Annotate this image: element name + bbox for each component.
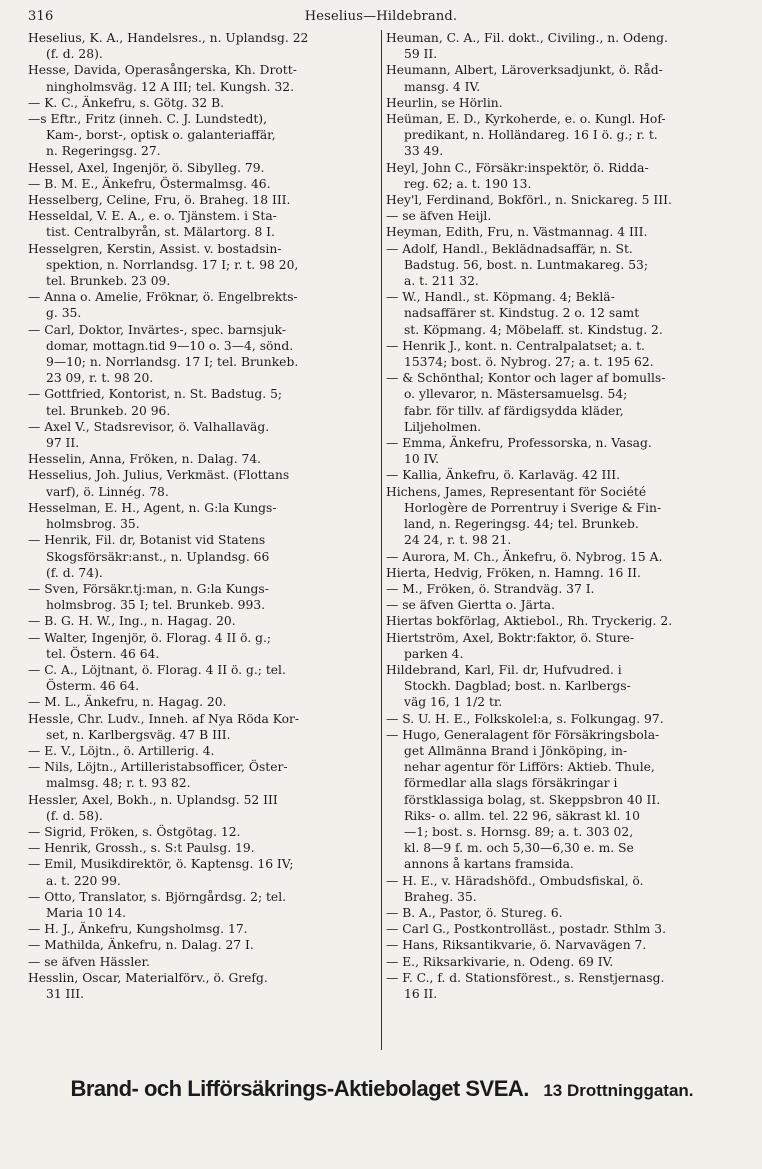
entry-continuation-line: 9—10; n. Norrlandsg. 17 I; tel. Brunkeb. <box>46 355 299 370</box>
entry-continuation-line: ningholmsväg. 12 A III; tel. Kungsh. 32. <box>46 79 295 94</box>
directory-entry-line: — Henrik J., kont. n. Centralpalatset; a. t. <box>386 338 645 353</box>
directory-entry-line: — & Schönthal; Kontor och lager af bomulls- <box>386 371 666 386</box>
entry-continuation-line: —1; bost. s. Hornsg. 89; a. t. 303 02, <box>404 824 634 839</box>
directory-entry-line: Heuman, C. A., Fil. dokt., Civiling., n. Odeng. <box>386 31 668 45</box>
directory-entry-line: — Emma, Änkefru, Professorska, n. Vasag. <box>386 436 652 451</box>
entry-continuation-line: get Allmänna Brand i Jönköping, in- <box>404 743 628 758</box>
entry-continuation-line: Skogsförsäkr:anst., n. Uplandsg. 66 <box>46 549 270 564</box>
entry-continuation-line: Maria 10 14. <box>46 905 127 920</box>
entry-continuation-line: 59 II. <box>404 47 438 62</box>
entry-continuation-line: holmsbrog. 35. <box>46 517 140 532</box>
directory-entry-line: Hesselius, Joh. Julius, Verkmäst. (Flottans <box>28 468 290 483</box>
directory-entry-line: — Adolf, Handl., Beklädnadsaffär, n. St. <box>386 241 633 256</box>
ad-company-name: Brand- och Lifförsäkrings-Aktiebolaget SVEA. <box>70 1076 529 1101</box>
directory-entry-line: Hichens, James, Representant för Société <box>386 484 647 499</box>
entry-continuation-line: Liljeholmen. <box>404 419 482 434</box>
entry-continuation-line: Horlogère de Porrentruy i Sverige & Fin- <box>404 500 662 515</box>
directory-entry-line: Heüman, E. D., Kyrkoherde, e. o. Kungl. Hof- <box>386 112 666 127</box>
directory-entry-line: Heselius, K. A., Handelsres., n. Uplandsg. 22 <box>28 31 309 45</box>
directory-entry-line: — Emil, Musikdirektör, ö. Kaptensg. 16 IV; <box>28 857 294 872</box>
entry-continuation-line: 24 24, r. t. 98 21. <box>404 533 512 548</box>
directory-entry-line: — Axel V., Stadsrevisor, ö. Valhallaväg. <box>28 419 270 434</box>
entry-continuation-line: väg 16, 1 1/2 tr. <box>404 695 503 710</box>
entry-continuation-line: a. t. 220 99. <box>46 873 121 888</box>
entry-continuation-line: malmsg. 48; r. t. 93 82. <box>46 776 191 791</box>
entry-continuation-line: nadsaffärer st. Kindstug. 2 o. 12 samt <box>404 306 640 321</box>
directory-columns <box>28 30 736 1050</box>
directory-entry-line: Hesslin, Oscar, Materialförv., ö. Grefg. <box>28 970 268 985</box>
directory-entry-line: Hiertas bokförlag, Aktiebol., Rh. Tryckerig. 2. <box>386 614 673 629</box>
directory-entry-line: Hesseldal, V. E. A., e. o. Tjänstem. i Sta- <box>28 209 277 224</box>
entry-continuation-line: domar, mottagn.tid 9—10 o. 3—4, sönd. <box>46 338 294 353</box>
entry-continuation-line: varf), ö. Linnég. 78. <box>46 484 169 499</box>
directory-entry-line: — S. U. H. E., Folkskolel:a, s. Folkungag. 97. <box>386 711 664 726</box>
directory-entry-line: — E., Riksarkivarie, n. Odeng. 69 IV. <box>386 954 614 969</box>
directory-entry-line: — M. L., Änkefru, n. Hagag. 20. <box>28 695 227 710</box>
entry-continuation-line: (f. d. 74). <box>46 565 103 580</box>
entry-continuation-line: reg. 62; a. t. 190 13. <box>404 176 532 191</box>
entry-continuation-line: Stockh. Dagblad; bost. n. Karlbergs- <box>404 679 631 694</box>
page-header <box>28 9 734 29</box>
entry-continuation-line: 16 II. <box>404 986 438 1001</box>
directory-entry-line: — B. G. H. W., Ing., n. Hagag. 20. <box>28 614 236 629</box>
entry-continuation-line: (f. d. 58). <box>46 808 103 823</box>
entry-continuation-line: holmsbrog. 35 I; tel. Brunkeb. 993. <box>46 598 266 613</box>
directory-entry-line: — Carl G., Postkontrolläst., postadr. Sthlm 3. <box>386 922 666 937</box>
entry-continuation-line: 97 II. <box>46 436 80 451</box>
directory-entry-line: — Hugo, Generalagent för Försäkringsbola- <box>386 727 660 742</box>
directory-entry-line: Hesselgren, Kerstin, Assist. v. bostadsin- <box>28 241 282 256</box>
entry-continuation-line: o. yllevaror, n. Mästersamuelsg. 54; <box>404 387 628 402</box>
entry-continuation-line: 33 49. <box>404 144 444 159</box>
directory-entry-line: — Sigrid, Fröken, s. Östgötag. 12. <box>28 824 241 839</box>
directory-entry-line: — Aurora, M. Ch., Änkefru, ö. Nybrog. 15 A. <box>386 549 663 564</box>
directory-entry-line: — Carl, Doktor, Invärtes-, spec. barnsjuk- <box>28 322 287 337</box>
directory-entry-line: Hessle, Chr. Ludv., Inneh. af Nya Röda Kor- <box>28 711 300 726</box>
directory-entry-line: — se äfven Hässler. <box>28 954 150 969</box>
entry-continuation-line: förmedlar alla slags försäkringar i <box>404 776 618 791</box>
directory-entry-line: Hessel, Axel, Ingenjör, ö. Sibylleg. 79. <box>28 160 265 175</box>
directory-entry-line: — Hans, Riksantikvarie, ö. Narvavägen 7. <box>386 938 647 953</box>
directory-entry-line: Hey'l, Ferdinand, Bokförl., n. Snickareg. 5 III. <box>386 193 672 208</box>
directory-entry-line: — Gottfried, Kontorist, n. St. Badstug. 5; <box>28 387 283 402</box>
directory-entry-line: Hildebrand, Karl, Fil. dr, Hufvudred. i <box>386 662 622 677</box>
directory-entry-line: — K. C., Änkefru, s. Götg. 32 B. <box>28 95 225 110</box>
ad-address: 13 Drottninggatan. <box>543 1081 694 1100</box>
entry-continuation-line: 10 IV. <box>404 452 440 467</box>
directory-entry-line: —s Eftr., Fritz (inneh. C. J. Lundstedt), <box>28 112 268 127</box>
entry-continuation-line: annons å kartans framsida. <box>404 857 574 872</box>
directory-entry-line: — Henrik, Fil. dr, Botanist vid Statens <box>28 533 266 548</box>
directory-entry-line: Hesse, Davida, Operasångerska, Kh. Drott- <box>28 63 297 78</box>
entry-continuation-line: tist. Centralbyrån, st. Mälartorg. 8 I. <box>46 225 275 240</box>
entry-continuation-line: Kam-, borst-, optisk o. galanteriaffär, <box>46 128 276 143</box>
directory-entry-line: — C. A., Löjtnant, ö. Florag. 4 II ö. g.; tel. <box>28 662 286 677</box>
entry-continuation-line: set, n. Karlbergsväg. 47 B III. <box>46 727 231 742</box>
directory-entry-line: — Nils, Löjtn., Artilleristabsofficer, Öster- <box>28 760 288 775</box>
entry-continuation-line: g. 35. <box>46 306 82 321</box>
entry-continuation-line: förstklassiga bolag, st. Skeppsbron 40 II. <box>404 792 661 807</box>
directory-entry-line: Hesselberg, Celine, Fru, ö. Braheg. 18 III. <box>28 193 291 208</box>
entry-continuation-line: tel. Östern. 46 64. <box>46 646 160 661</box>
entry-continuation-line: a. t. 211 32. <box>404 274 479 289</box>
entry-continuation-line: Braheg. 35. <box>404 889 477 904</box>
directory-entry-line: Heurlin, se Hörlin. <box>386 95 503 110</box>
directory-entry-line: Heumann, Albert, Läroverksadjunkt, ö. Råd- <box>386 63 663 78</box>
directory-entry-line: Hesselman, E. H., Agent, n. G:la Kungs- <box>28 500 277 515</box>
directory-entry-line: — E. V., Löjtn., ö. Artillerig. 4. <box>28 743 215 758</box>
directory-entry-line: — Walter, Ingenjör, ö. Florag. 4 II ö. g.; <box>28 630 272 645</box>
entry-continuation-line: Riks- o. allm. tel. 22 96, säkrast kl. 10 <box>404 808 641 823</box>
entry-continuation-line: land, n. Regeringsg. 44; tel. Brunkeb. <box>404 517 639 532</box>
directory-entry-line: — M., Fröken, ö. Strandväg. 37 I. <box>386 581 595 596</box>
directory-entry-line: — Anna o. Amelie, Fröknar, ö. Engelbrekts- <box>28 290 298 305</box>
directory-entry-line: Hessler, Axel, Bokh., n. Uplandsg. 52 III <box>28 792 278 807</box>
directory-entry-line: — Otto, Translator, s. Björngårdsg. 2; tel. <box>28 889 287 904</box>
footer-advertisement <box>28 1076 736 1102</box>
entry-continuation-line: 23 09, r. t. 98 20. <box>46 371 154 386</box>
entry-continuation-line: parken 4. <box>404 646 464 661</box>
directory-entry-line: — se äfven Giertta o. Järta. <box>386 598 555 613</box>
entry-continuation-line: n. Regeringsg. 27. <box>46 144 161 159</box>
entry-continuation-line: 31 III. <box>46 986 85 1001</box>
entry-continuation-line: kl. 8—9 f. m. och 5,30—6,30 e. m. Se <box>404 841 634 856</box>
entry-continuation-line: fabr. för tillv. af färdigsydda kläder, <box>404 403 624 418</box>
directory-entry-line: — B. A., Pastor, ö. Stureg. 6. <box>386 905 563 920</box>
directory-entry-line: Hesselin, Anna, Fröken, n. Dalag. 74. <box>28 452 262 467</box>
directory-entry-line: — Mathilda, Änkefru, n. Dalag. 27 I. <box>28 938 254 953</box>
entry-continuation-line: spektion, n. Norrlandsg. 17 I; r. t. 98 20, <box>46 257 299 272</box>
entry-continuation-line: tel. Brunkeb. 20 96. <box>46 403 171 418</box>
directory-entry-line: — W., Handl., st. Köpmang. 4; Beklä- <box>386 290 615 305</box>
page-number: 316 <box>28 9 54 24</box>
entry-continuation-line: nehar agentur för Lifförs: Aktieb. Thule, <box>404 760 655 775</box>
entry-continuation-line: mansg. 4 IV. <box>404 79 481 94</box>
directory-entry-line: — Kallia, Änkefru, ö. Karlaväg. 42 III. <box>386 468 621 483</box>
entry-continuation-line: (f. d. 28). <box>46 47 103 62</box>
directory-entry-line: — H. J., Änkefru, Kungsholmsg. 17. <box>28 922 248 937</box>
right-column <box>382 30 736 1050</box>
directory-entry-line: — B. M. E., Änkefru, Östermalmsg. 46. <box>28 176 271 191</box>
entry-continuation-line: Österm. 46 64. <box>46 679 140 694</box>
entry-continuation-line: predikant, n. Holländareg. 16 I ö. g.; r. t. <box>404 128 658 143</box>
directory-entry-line: — Henrik, Grossh., s. S:t Paulsg. 19. <box>28 841 255 856</box>
running-title: Heselius—Hildebrand. <box>304 9 458 24</box>
directory-entry-line: Heyl, John C., Försäkr:inspektör, ö. Ridda- <box>386 160 649 175</box>
directory-entry-line: Heyman, Edith, Fru, n. Västmannag. 4 III. <box>386 225 648 240</box>
entry-continuation-line: tel. Brunkeb. 23 09. <box>46 274 171 289</box>
directory-entry-line: — H. E., v. Häradshöfd., Ombudsfiskal, ö. <box>386 873 644 888</box>
directory-entry-line: Hierta, Hedvig, Fröken, n. Hamng. 16 II. <box>386 565 641 580</box>
directory-entry-line: — Sven, Försäkr.tj:man, n. G:la Kungs- <box>28 581 269 596</box>
entry-continuation-line: st. Köpmang. 4; Möbelaff. st. Kindstug. 2. <box>404 322 663 337</box>
directory-entry-line: Hiertström, Axel, Boktr:faktor, ö. Sture- <box>386 630 635 645</box>
directory-entry-line: — se äfven Heijl. <box>386 209 492 224</box>
entry-continuation-line: Badstug. 56, bost. n. Luntmakareg. 53; <box>404 257 649 272</box>
directory-entry-line: — F. C., f. d. Stationsförest., s. Renstjernasg. <box>386 970 665 985</box>
left-column <box>28 30 382 1050</box>
entry-continuation-line: 15374; bost. ö. Nybrog. 27; a. t. 195 62. <box>404 355 654 370</box>
